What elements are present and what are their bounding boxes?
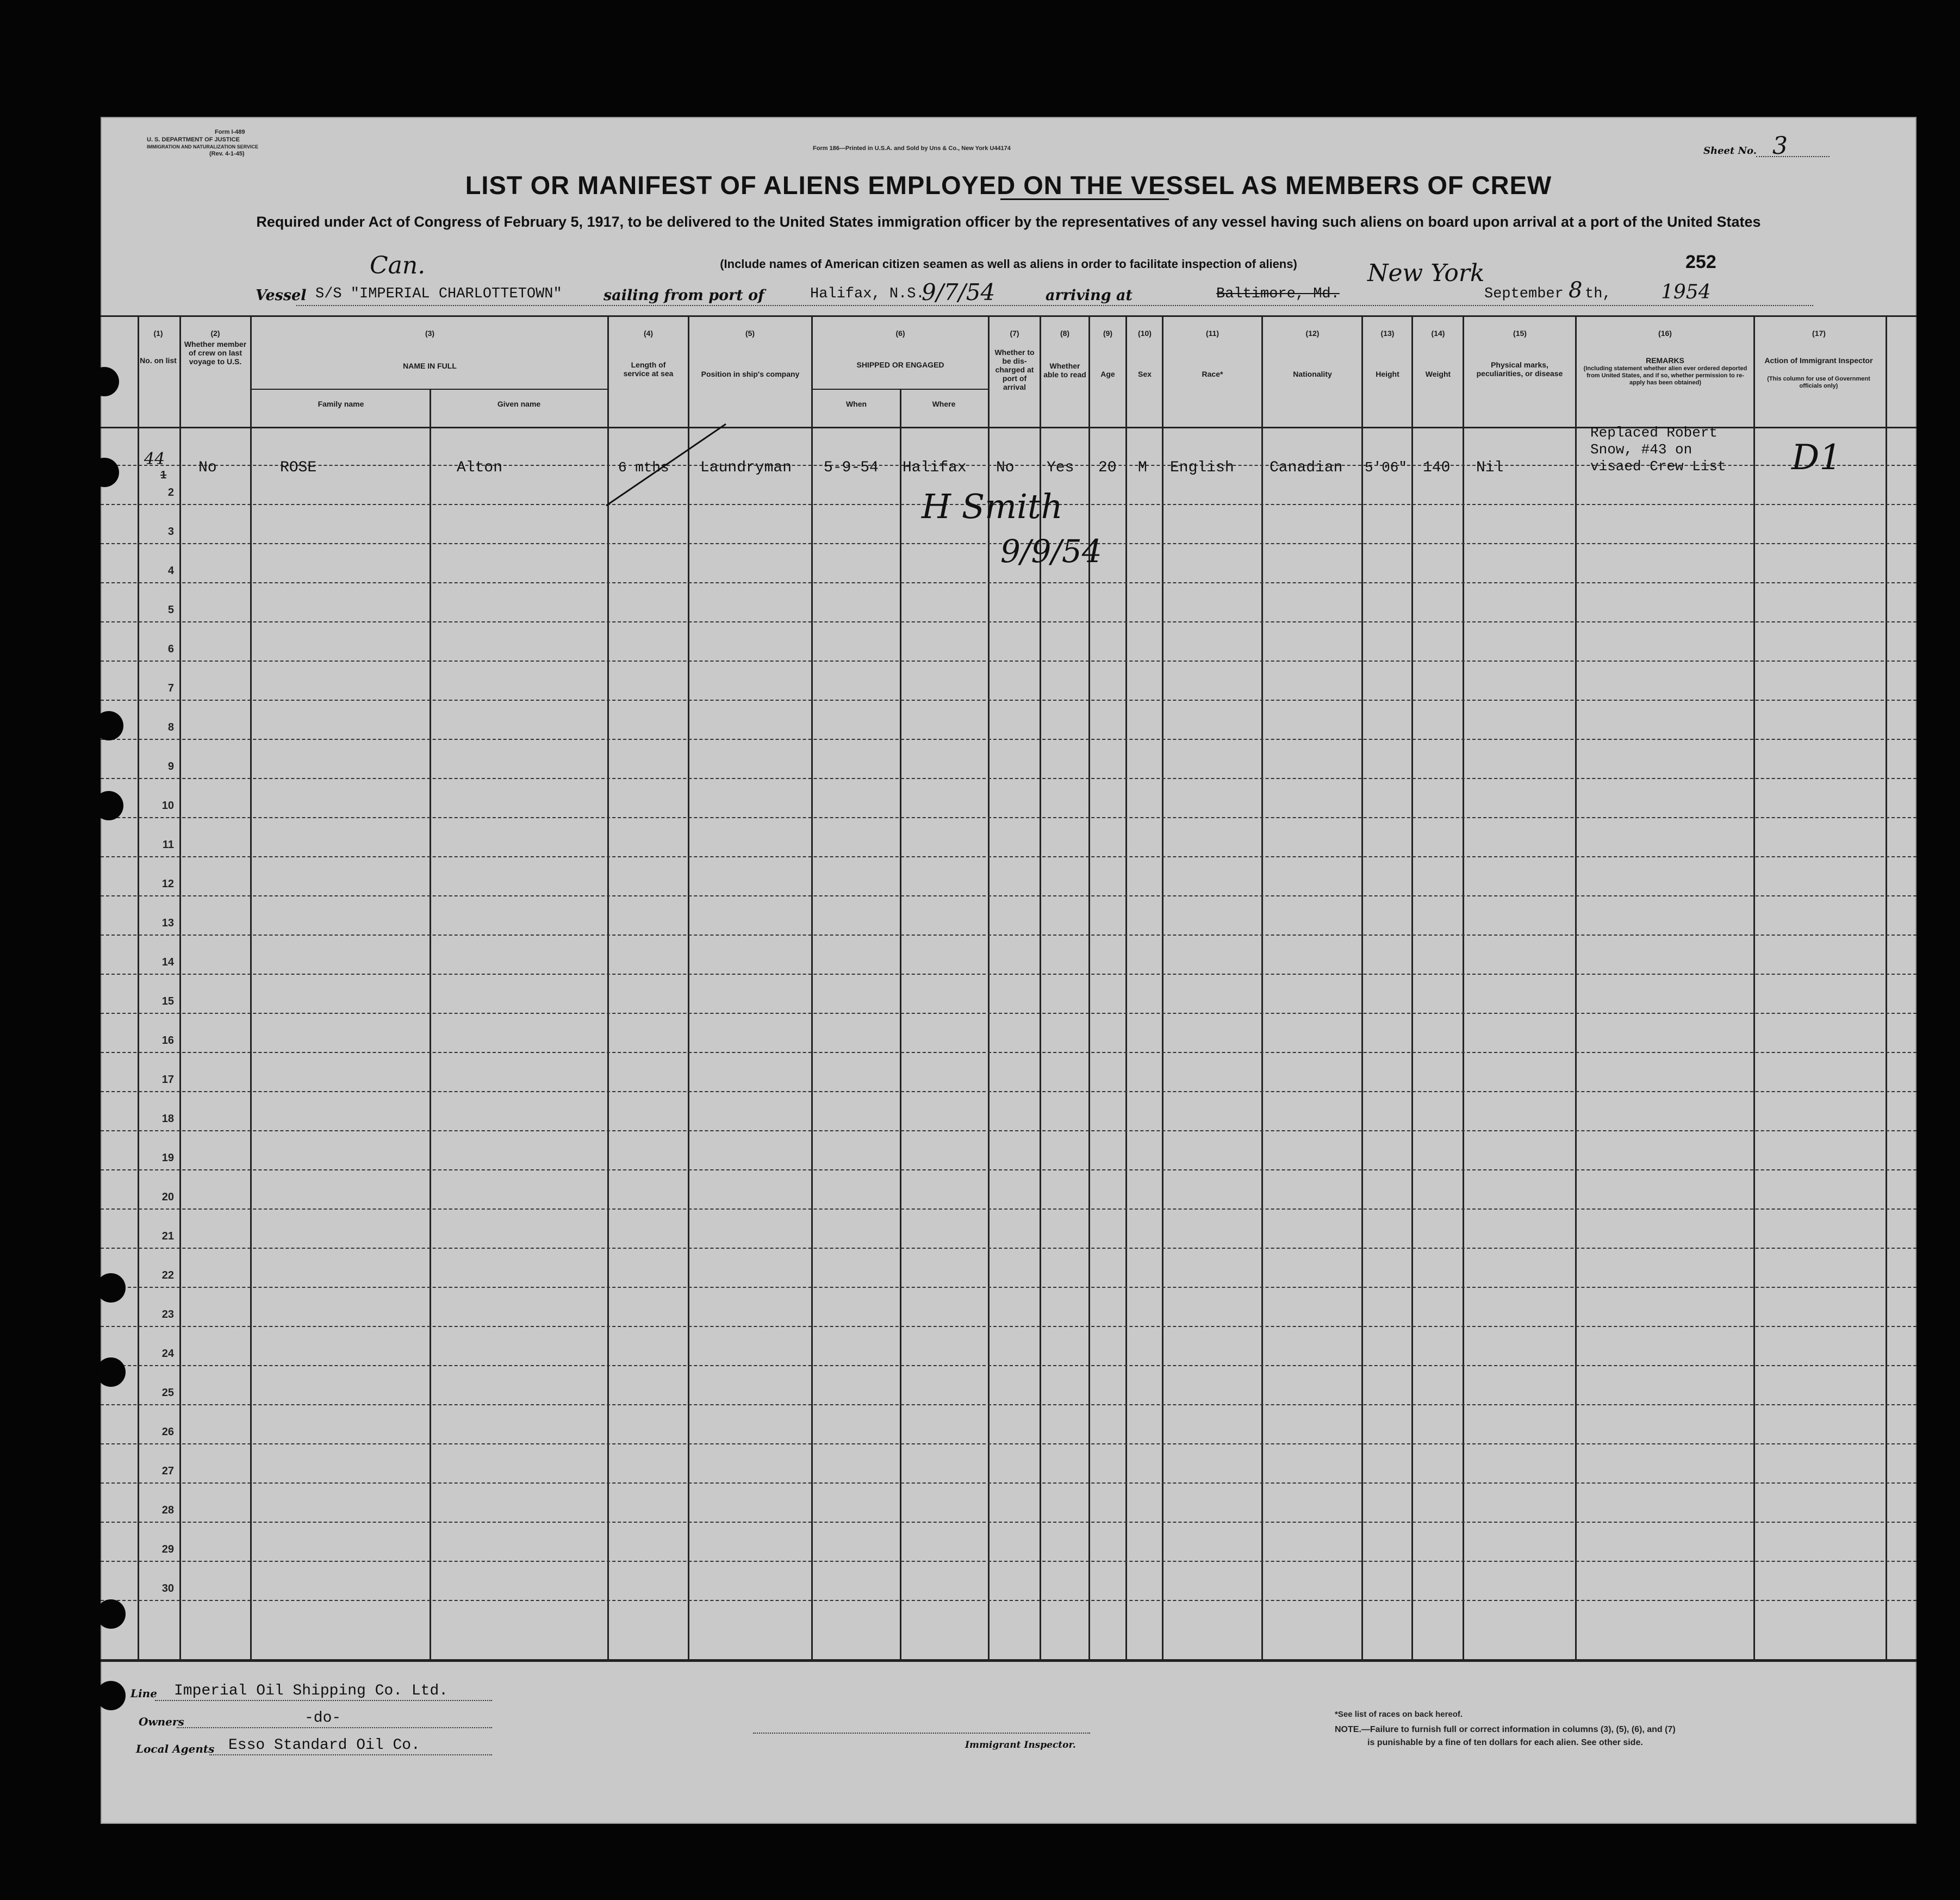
- row-separator: [101, 1482, 1917, 1484]
- punch-hole: [94, 791, 123, 820]
- col7-label: Whether to be dis-charged at port of arrival: [994, 348, 1035, 391]
- column-divider: [607, 315, 609, 1661]
- column-divider: [1162, 315, 1163, 1661]
- line-value: Imperial Oil Shipping Co. Ltd.: [174, 1683, 449, 1699]
- arrival-day-suffix: th,: [1585, 286, 1611, 302]
- form-number: Form I-489: [215, 129, 245, 135]
- service-name: IMMIGRATION AND NATURALIZATION SERVICE: [147, 144, 258, 149]
- punch-hole: [90, 458, 119, 487]
- agents-value: Esso Standard Oil Co.: [228, 1737, 420, 1754]
- row-separator: [101, 1365, 1917, 1366]
- entry-discharged: No: [996, 459, 1015, 476]
- page-title: LIST OR MANIFEST OF ALIENS EMPLOYED ON THE VESSEL AS MEMBERS OF CREW: [465, 171, 1552, 200]
- entry-nationality: Canadian: [1270, 459, 1343, 476]
- col12-num: (12): [1305, 329, 1320, 338]
- col9-num: (9): [1103, 329, 1113, 338]
- column-divider: [1575, 315, 1577, 1661]
- col2-label: Whether member of crew on last voyage to U.S.: [184, 340, 247, 366]
- col11-num: (11): [1205, 329, 1219, 338]
- col15-label: Physical marks, peculiarities, or disease: [1476, 360, 1563, 378]
- row-separator: [101, 661, 1917, 662]
- entry-marks: Nil: [1476, 459, 1504, 476]
- arriving-label: arriving at: [1046, 287, 1133, 304]
- vessel-name: S/S "IMPERIAL CHARLOTTETOWN": [315, 286, 562, 302]
- row-number: 16: [161, 1035, 174, 1046]
- row-separator: [101, 1208, 1917, 1210]
- row-number: 7: [167, 682, 174, 694]
- department: U. S. DEPARTMENT OF JUSTICE: [147, 136, 240, 143]
- arrival-port: New York: [1367, 259, 1485, 287]
- sailing-date: 9/7/54: [922, 279, 995, 306]
- sailing-label: sailing from port of: [603, 287, 764, 304]
- entry-where: Halifax: [903, 459, 967, 476]
- column-divider: [1411, 315, 1413, 1661]
- entry-last-voyage: No: [198, 459, 217, 476]
- row-separator: [101, 778, 1917, 779]
- sheet-number: 3: [1772, 132, 1788, 160]
- row-number: 8: [167, 721, 174, 733]
- col4-label: Length of service at sea: [623, 360, 674, 378]
- column-divider: [1463, 315, 1464, 1661]
- row-number: 18: [161, 1113, 174, 1125]
- col13-num: (13): [1380, 329, 1395, 338]
- row-separator: [101, 817, 1917, 818]
- col8-label: Whether able to read: [1043, 362, 1086, 379]
- arrival-year: 1954: [1661, 281, 1711, 303]
- col1-label: No. on list: [140, 356, 177, 365]
- column-divider: [1125, 315, 1127, 1661]
- row-separator: [101, 1287, 1917, 1288]
- col2-num: (2): [210, 329, 220, 338]
- race-note: *See list of races on back hereof.: [1335, 1710, 1463, 1719]
- column-divider: [1261, 315, 1263, 1661]
- punch-hole: [96, 1273, 126, 1303]
- col15-num: (15): [1513, 329, 1527, 338]
- row-separator: [101, 1091, 1917, 1092]
- col13-label: Height: [1376, 370, 1399, 378]
- row-number: 3: [167, 526, 174, 538]
- column-divider: [179, 315, 181, 1661]
- row-number: 30: [161, 1583, 174, 1594]
- row-separator: [101, 1600, 1917, 1601]
- agents-label: Local Agents: [136, 1742, 215, 1755]
- entry-height: 5'06": [1365, 459, 1408, 476]
- col5-num: (5): [745, 329, 755, 338]
- row-separator: [101, 856, 1917, 857]
- col12-label: Nationality: [1293, 370, 1332, 378]
- footer-note-2: is punishable by a fine of ten dollars for each alien. See other side.: [1367, 1738, 1643, 1747]
- entry-sex: M: [1138, 459, 1147, 476]
- entry-race: English: [1170, 459, 1234, 476]
- column-divider: [900, 389, 901, 1661]
- col3-num: (3): [425, 329, 435, 338]
- owners-value: -do-: [304, 1710, 341, 1727]
- sailing-port: Halifax, N.S.: [810, 286, 925, 302]
- entry-given-name: Alton: [457, 459, 503, 476]
- column-divider: [138, 315, 139, 1661]
- sheet-label: Sheet No.: [1703, 145, 1757, 157]
- column-divider: [811, 315, 813, 1661]
- col9-label: Age: [1100, 370, 1115, 378]
- manifest-sheet: [101, 117, 1917, 1824]
- row-number: 15: [161, 995, 174, 1007]
- row-separator: [101, 1443, 1917, 1444]
- line-underline: [155, 1700, 492, 1701]
- table-top-border: [101, 315, 1917, 317]
- form-revision: (Rev. 4-1-45): [209, 151, 245, 157]
- row-separator: [101, 1013, 1917, 1014]
- row-number: 10: [161, 800, 174, 812]
- row-number: 2: [167, 487, 174, 499]
- row-number: 29: [161, 1543, 174, 1555]
- row-separator: [101, 1169, 1917, 1170]
- arrival-month: September: [1484, 286, 1564, 302]
- column-divider: [1753, 315, 1755, 1661]
- vessel-annotation: Can.: [370, 252, 426, 279]
- row-number: 4: [167, 565, 174, 577]
- col16-sublabel: (Including statement whether alien ever ordered deported from United States, and if so, whether permission to re-apply has been obtained): [1583, 365, 1747, 386]
- col16-num: (16): [1658, 329, 1672, 338]
- punch-hole: [90, 367, 119, 396]
- service-strike-mark: [601, 413, 731, 511]
- row-number: 26: [161, 1426, 174, 1438]
- col4-num: (4): [643, 329, 654, 338]
- entry-service: 6 mths: [618, 459, 669, 476]
- row-number: 21: [161, 1230, 174, 1242]
- entry-age: 20: [1098, 459, 1117, 476]
- vessel-label: Vessel: [256, 287, 307, 304]
- entry-printed-number: 1: [160, 469, 167, 481]
- row-number: 9: [167, 761, 174, 773]
- signature-date: 9/9/54: [1000, 533, 1102, 570]
- row-separator: [101, 974, 1917, 975]
- column-divider: [250, 315, 252, 1661]
- column-divider: [1361, 315, 1363, 1661]
- col3-label: NAME IN FULL: [403, 362, 457, 370]
- row-number: 11: [162, 839, 174, 851]
- col6-sub1: When: [845, 400, 867, 408]
- footer-note-1: NOTE.—Failure to furnish full or correct information in columns (3), (5), (6), and (7): [1335, 1725, 1676, 1734]
- row-separator: [101, 1248, 1917, 1249]
- col17-num: (17): [1812, 329, 1826, 338]
- line-label: Line: [130, 1687, 157, 1700]
- entry-family-name: ROSE: [280, 459, 317, 476]
- col8-num: (8): [1060, 329, 1070, 338]
- col6-sub2: Where: [932, 400, 956, 408]
- row-number: 20: [161, 1191, 174, 1203]
- row-number: 17: [161, 1074, 174, 1086]
- row-number: 5: [167, 604, 174, 616]
- entry-when: 5-9-54: [824, 459, 879, 476]
- column-divider: [1088, 315, 1090, 1661]
- row-separator: [101, 621, 1917, 622]
- row-separator: [101, 895, 1917, 896]
- col1-num: (1): [153, 329, 163, 338]
- row-separator: [101, 1522, 1917, 1523]
- row-number: 6: [167, 643, 174, 655]
- row-number: 12: [161, 878, 174, 890]
- row-separator: [101, 1404, 1917, 1405]
- col3-sub1: Family name: [318, 400, 364, 408]
- row-number: 28: [161, 1504, 174, 1516]
- column-divider: [430, 389, 431, 1661]
- col16-label: REMARKS: [1646, 356, 1684, 365]
- title-underline: [1000, 198, 1169, 200]
- row-separator: [101, 935, 1917, 936]
- row-separator: [101, 1130, 1917, 1131]
- printer-line: Form 186—Printed in U.S.A. and Sold by Uns & Co., New York U44174: [813, 145, 1011, 152]
- col6-num: (6): [895, 329, 905, 338]
- col3-sub2: Given name: [497, 400, 541, 408]
- sheet-line: [1756, 156, 1830, 157]
- agents-underline: [209, 1754, 492, 1755]
- col7-num: (7): [1010, 329, 1019, 338]
- row-separator: [101, 1561, 1917, 1562]
- row-separator: [101, 700, 1917, 701]
- owners-underline: [177, 1727, 492, 1728]
- col17-sublabel: (This column for use of Government officials only): [1767, 376, 1870, 389]
- column-divider: [1886, 315, 1887, 1661]
- entry-list-number: 44: [144, 450, 165, 469]
- table-bottom-border: [101, 1659, 1917, 1662]
- col14-num: (14): [1431, 329, 1445, 338]
- row-number: 24: [161, 1348, 174, 1360]
- entry-remarks-line2: Snow, #43 on: [1590, 441, 1693, 458]
- arrival-struck: Baltimore, Md.: [1216, 286, 1340, 302]
- inspector-line: [753, 1733, 1090, 1734]
- col14-label: Weight: [1425, 370, 1451, 378]
- row-number: 22: [161, 1269, 174, 1281]
- col6-divider: [813, 389, 988, 390]
- row-number: 25: [161, 1387, 174, 1399]
- entry-remarks-line3: visaed Crew List: [1590, 458, 1726, 475]
- arrival-day: 8: [1569, 278, 1583, 303]
- row-number: 19: [161, 1152, 174, 1164]
- col6-label: SHIPPED OR ENGAGED: [856, 360, 944, 369]
- owners-label: Owners: [139, 1715, 184, 1728]
- punch-hole: [94, 711, 123, 740]
- col3-divider: [252, 389, 608, 390]
- subnote: (Include names of American citizen seamen as well as aliens in order to facilitate inspection of aliens): [720, 257, 1297, 271]
- row-separator: [101, 582, 1917, 583]
- signature-name: H Smith: [922, 487, 1063, 526]
- row-number: 23: [161, 1309, 174, 1320]
- row-separator: [101, 739, 1917, 740]
- column-divider: [688, 315, 689, 1661]
- entry-weight: 140: [1423, 459, 1451, 476]
- row-number: 13: [161, 917, 174, 929]
- col17-label: Action of Immigrant Inspector: [1764, 356, 1873, 365]
- punch-hole: [96, 1681, 126, 1710]
- col10-label: Sex: [1138, 370, 1152, 378]
- punch-hole: [96, 1599, 126, 1629]
- vessel-line: [296, 305, 1813, 306]
- row-number: 14: [161, 956, 174, 968]
- col10-num: (10): [1138, 329, 1152, 338]
- entry-remarks-line1: Replaced Robert: [1590, 425, 1718, 441]
- subtitle: Required under Act of Congress of February 5, 1917, to be delivered to the United States immigration officer by the representatives of any vessel having such aliens on board upon arrival at a port of the United States: [256, 214, 1761, 230]
- punch-hole: [96, 1357, 126, 1387]
- entry-read: Yes: [1047, 459, 1074, 476]
- page-stamp: 252: [1685, 252, 1716, 272]
- entry-inspector-action: D1: [1791, 438, 1842, 478]
- row-separator: [101, 1052, 1917, 1053]
- row-separator: [101, 1326, 1917, 1327]
- row-number: 27: [161, 1465, 174, 1477]
- col5-label: Position in ship's company: [701, 370, 800, 378]
- col11-label: Race*: [1202, 370, 1223, 378]
- inspector-label: Immigrant Inspector.: [965, 1740, 1076, 1751]
- entry-position: Laundryman: [700, 459, 792, 476]
